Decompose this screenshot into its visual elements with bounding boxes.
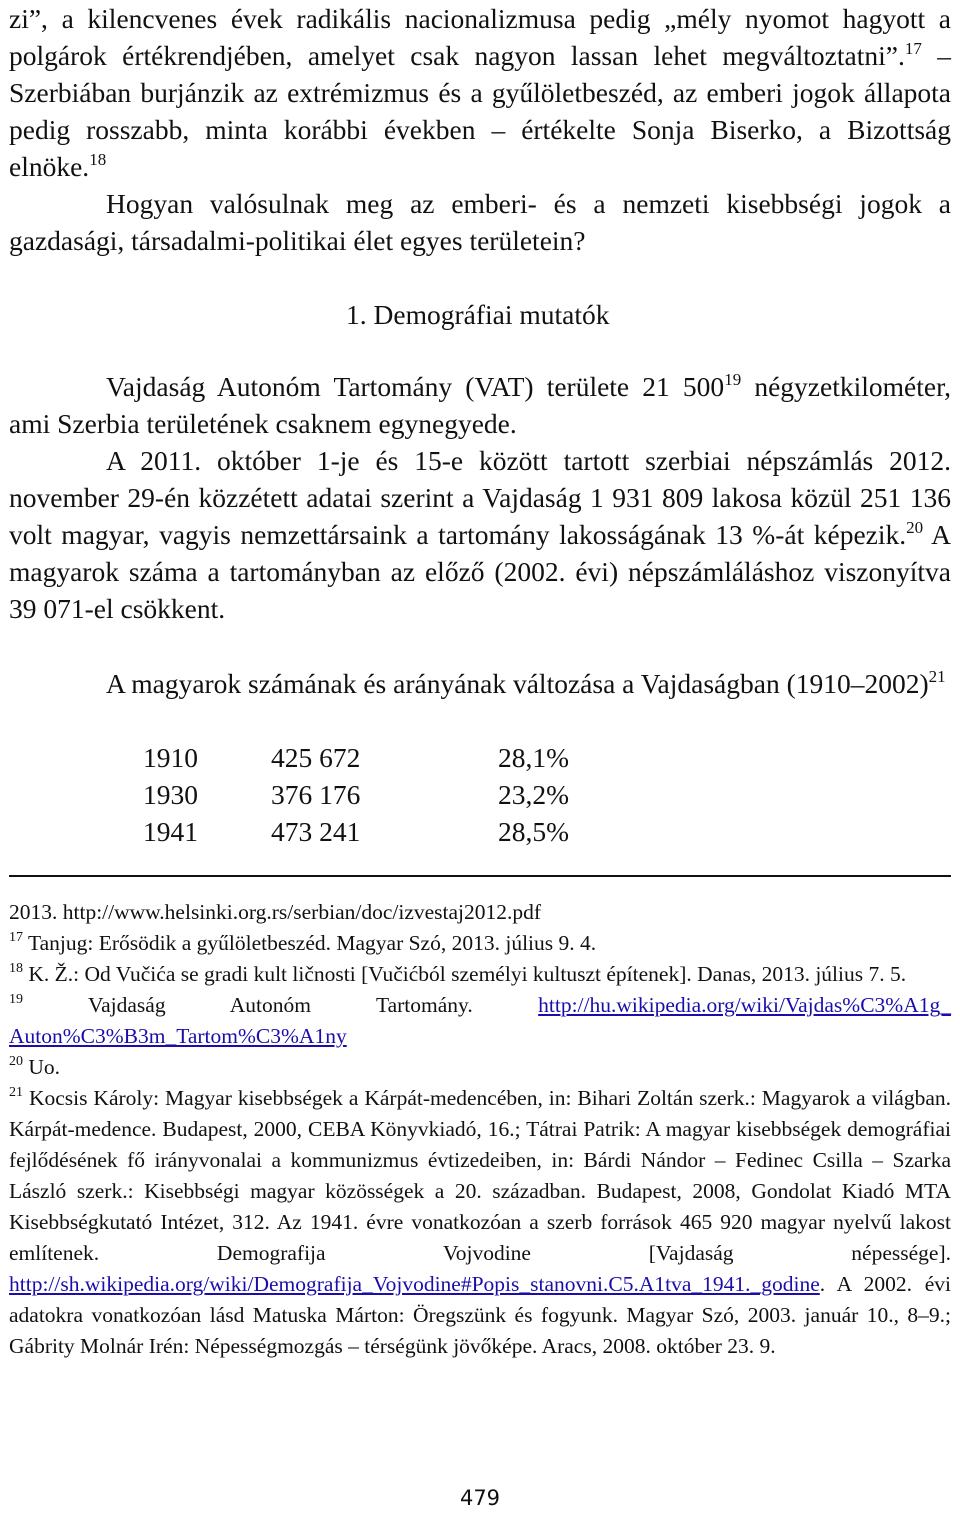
footnote-19: $^{19}$ Vajdaság Autonóm Tartomány. http://hu.wikipedia.org/wiki/Vajdas%C3%A1g_ Auton%C3%B3m_Tartom%C3%A1ny xyxy=(9,992,951,1048)
footnote-18: $^{18}$ K. Ž.: Od Vučića se gradi kult ličnosti [Vučićból személyi kultuszt építenek]. Danas, 2013. július 7. 5. xyxy=(9,961,907,986)
footnote-ref-17[interactable]: 17 xyxy=(904,39,922,58)
footnote-ref-18[interactable]: 18 xyxy=(89,150,107,169)
footnotes xyxy=(9,897,951,1362)
footnote-ref-20[interactable]: 20 xyxy=(906,518,924,537)
section-heading: 1. Demográfiai mutatók xyxy=(346,299,610,330)
table-cell-year: 1930 xyxy=(143,779,198,810)
table-cell-share: 28,1% xyxy=(498,742,570,773)
footnote-20: $^{20}$ Uo. xyxy=(9,1054,61,1079)
table-cell-share: 28,5% xyxy=(498,816,570,847)
footnote-ref-21[interactable]: 21 xyxy=(928,667,946,686)
table-cell-count: 376 176 xyxy=(271,779,361,810)
footnote-17: $^{17}$ Tanjug: Erősödik a gyűlöletbeszéd. Magyar Szó, 2013. július 9. 4. xyxy=(9,930,597,955)
table-cell-share: 23,2% xyxy=(498,779,570,810)
paragraph-question: Hogyan valósulnak meg az emberi- és a nemzeti kisebbségi jogok a gazdasági, társadalmi-politikai élet egyes területein? xyxy=(9,188,951,256)
body-text xyxy=(9,0,951,259)
page-number: 479 xyxy=(459,1486,501,1510)
table-cell-year: 1941 xyxy=(143,816,198,847)
wikipedia-link-vat[interactable]: http://hu.wikipedia.org/wiki/Vajdas%C3%A1g_ Auton%C3%B3m_Tartom%C3%A1ny xyxy=(9,993,951,1048)
paragraph-area: Vajdaság Autonóm Tartomány (VAT) területe 21 $500^{19}$ négyzetkilométer, ami Szerbia területének csaknem egynegyede. xyxy=(9,370,951,439)
wikipedia-link-demografija[interactable]: http://sh.wikipedia.org/wiki/Demografija_Vojvodine#Popis_stanovni.C5.A1tva_1941._godine xyxy=(9,1272,820,1296)
table-cell-count: 425 672 xyxy=(271,742,361,773)
footnote-21: $^{21}$ Kocsis Károly: Magyar kisebbségek a Kárpát-medencében, in: Bihari Zoltán szerk.: Magyarok a világban. Kárpát-medence. Budapest, 2000, CEBA Könyvkiadó, 16.; Tátrai Patrik: A magyar kisebbségek demográfiai fejlődésének fő irányvonalai a kommunizmus évtizedeiben, in: Bárdi Nándor – Fedinec Csilla – Szarka László szerk.: Kisebbségi magyar közösségek a 20. században. Budapest, 2008, Gondolat Kiadó MTA Kisebbségkutató Intézet, 312. Az 1941. évre vonatkozóan a szerb források 465 920 magyar nyelvű lakost említenek. Demografija Vojvodine [Vajdaság népessége]. http://sh.wikipedia.org/wiki/Demografija_Vojvodine#Popis_stanovni.C5.A1tva_1941._godine. A 2002. évi adatokra vonatkozóan lásd Matuska Márton: Öregszünk és fogyunk. Magyar Szó, 2003. január 10., 8–9.; Gábrity Molnár Irén: Népességmozgás – térségünk jövőképe. Aracs, 2008. október 23. 9. xyxy=(9,1085,951,1358)
footnote-divider xyxy=(9,875,951,877)
paragraph-1: zi”, a kilencvenes évek radikális nacionalizmusa pedig „mély nyomot hagyott a polgárok értékrendjében, amelyet csak nagyon lassan lehet megváltoztatni”.$^{17}$ – Szerbiában burjánzik az extrémizmus és a gyűlöletbeszéd, az emberi jogok állapota pedig rosszabb, minta korábbi években – értékelte Sonja Biserko, a Bizottság elnöke.$^{18}$ xyxy=(9,3,951,182)
paragraph-census: A 2011. október 1-je és 15-e között tartott szerbiai népszámlás 2012. november 29-én közzétett adatai szerint a Vajdaság 1 931 809 lakosa közül 251 136 volt magyar, vagyis nemzettársaink a tartomány lakosságának 13 %-át képezik.$^{20}$ A magyarok száma a tartományban az előző (2002. évi) népszámláláshoz viszonyítva 39 071-el csökkent. xyxy=(9,445,951,624)
body-text-2 xyxy=(9,368,951,627)
table-title: A magyarok számának és arányának változása a Vajdaságban (1910–2002)$^{21}$ xyxy=(106,667,946,699)
footnote-continuation: 2013. http://www.helsinki.org.rs/serbian/doc/izvestaj2012.pdf xyxy=(9,900,542,924)
footnote-ref-19[interactable]: 19 xyxy=(724,370,742,389)
table-cell-count: 473 241 xyxy=(271,816,361,847)
table-cell-year: 1910 xyxy=(143,742,198,773)
table-title-block xyxy=(9,665,951,702)
